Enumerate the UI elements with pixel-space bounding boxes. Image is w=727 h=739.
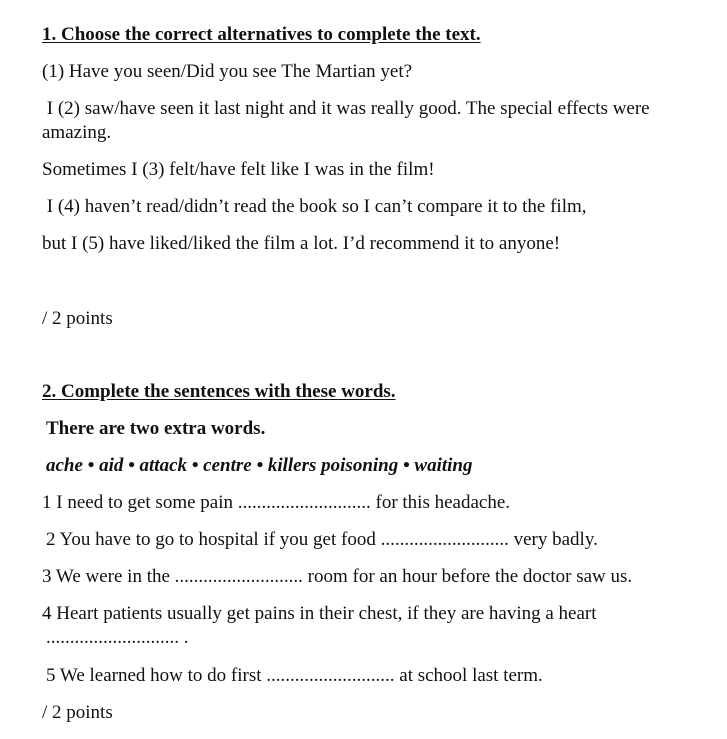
section2-sentence-4-blank: ............................ . xyxy=(46,627,189,648)
section2-sentence-3: 3 We were in the ........................... room for an hour before the doctor saw us. xyxy=(42,566,633,587)
section2-sentence-5: 5 We learned how to do first ........................... at school last term. xyxy=(46,665,543,686)
section2-points: / 2 points xyxy=(42,702,113,723)
section1-heading: 1. Choose the correct alternatives to complete the text. xyxy=(42,24,481,45)
section2-sentence-2: 2 You have to go to hospital if you get food ........................... very badly. xyxy=(46,529,598,550)
section2-sentence-1: 1 I need to get some pain ............................ for this headache. xyxy=(42,492,511,513)
section1-line-4: Sometimes I (3) felt/have felt like I was in the film! xyxy=(42,159,435,180)
section1-line-3: amazing. xyxy=(42,122,112,143)
section2-word-box: ache • aid • attack • centre • killers poisoning • waiting xyxy=(46,455,473,476)
section2-instruction: There are two extra words. xyxy=(46,418,266,439)
section1-line-6: but I (5) have liked/liked the film a lot. I’d recommend it to anyone! xyxy=(42,233,561,254)
section1-line-2: I (2) saw/have seen it last night and it was really good. The special effects were xyxy=(42,98,650,119)
section2-heading: 2. Complete the sentences with these words. xyxy=(42,381,396,402)
section1-points: / 2 points xyxy=(42,308,113,329)
section1-line-5: I (4) haven’t read/didn’t read the book so I can’t compare it to the film, xyxy=(42,196,587,217)
section1-line-1: (1) Have you seen/Did you see The Martian yet? xyxy=(42,61,413,82)
section2-sentence-4: 4 Heart patients usually get pains in their chest, if they are having a heart xyxy=(42,603,597,624)
